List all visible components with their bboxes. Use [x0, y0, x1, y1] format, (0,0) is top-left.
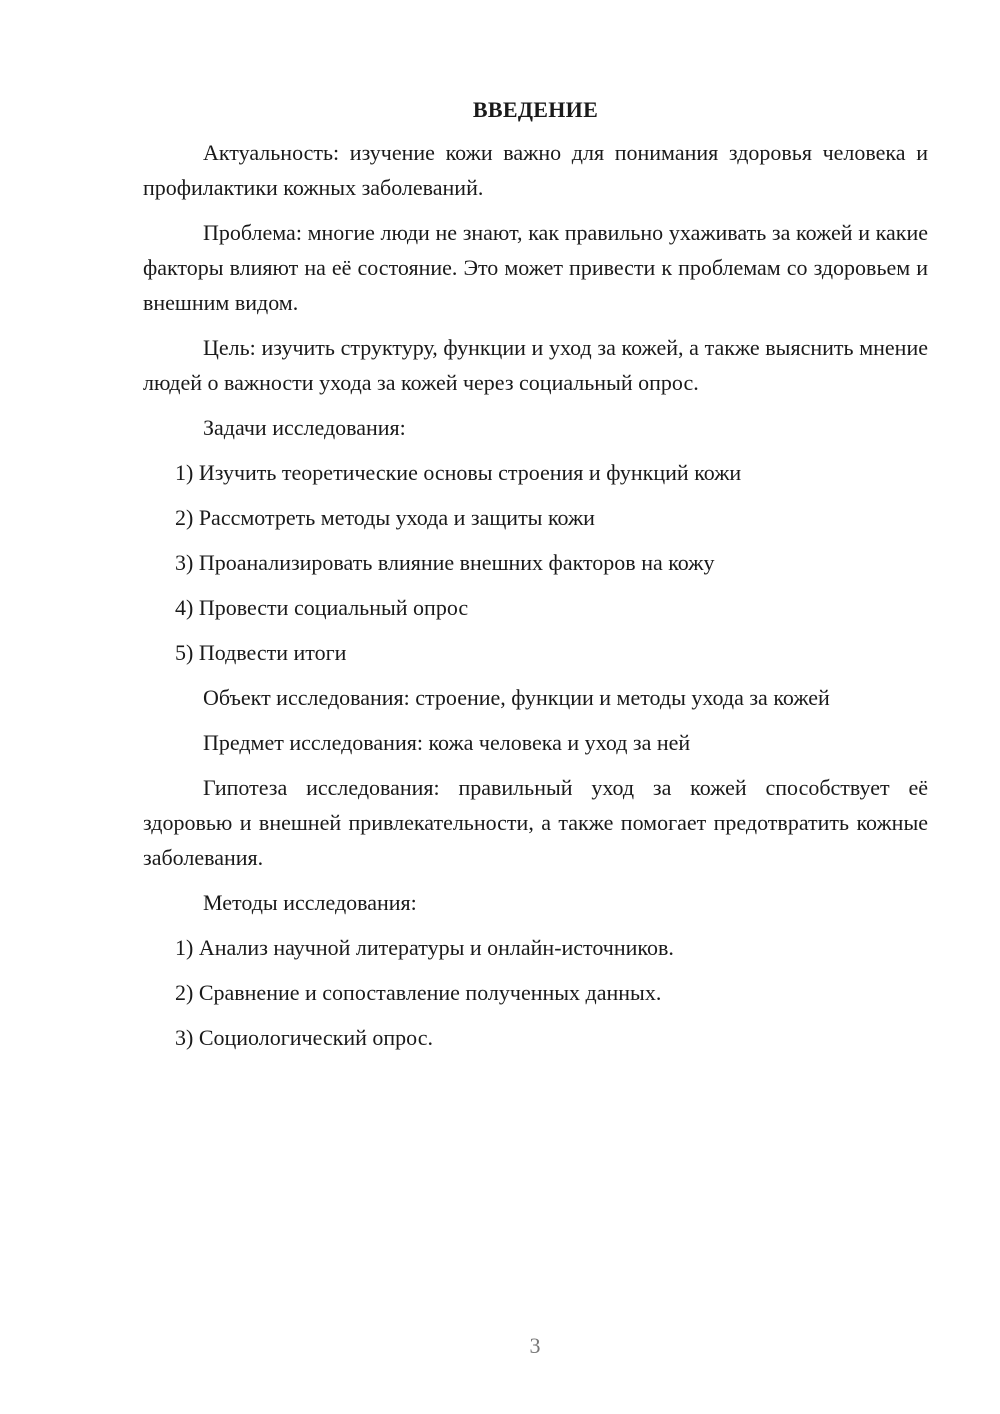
tasks-list — [143, 455, 928, 670]
task-item: 5) Подвести итоги — [175, 640, 347, 665]
subject-paragraph: Предмет исследования: кожа человека и уход за ней — [203, 730, 691, 755]
task-item: 1) Изучить теоретические основы строения и функций кожи — [175, 460, 742, 485]
relevance-paragraph: Актуальность: изучение кожи важно для понимания здоровья человека и профилактики кожных заболеваний. — [143, 140, 928, 200]
task-item: 2) Рассмотреть методы ухода и защиты кожи — [175, 505, 595, 530]
methods-list — [143, 930, 928, 1055]
object-paragraph: Объект исследования: строение, функции и методы ухода за кожей — [203, 685, 830, 710]
tasks-heading: Задачи исследования: — [203, 415, 406, 440]
hypothesis-paragraph: Гипотеза исследования: правильный уход за кожей способствует её здоровью и внешней привлекательности, а также помогает предотвратить кожные заболевания. — [143, 775, 928, 870]
method-item: 1) Анализ научной литературы и онлайн-источников. — [175, 935, 674, 960]
section-title: ВВЕДЕНИЕ — [472, 97, 599, 122]
document-body — [143, 95, 928, 1065]
task-item: 3) Проанализировать влияние внешних факторов на кожу — [175, 550, 715, 575]
page-number: 3 — [529, 1333, 541, 1358]
method-item: 3) Социологический опрос. — [175, 1025, 433, 1050]
method-item: 2) Сравнение и сопоставление полученных данных. — [175, 980, 662, 1005]
goal-paragraph: Цель: изучить структуру, функции и уход за кожей, а также выяснить мнение людей о важности ухода за кожей через социальный опрос. — [143, 335, 928, 395]
task-item: 4) Провести социальный опрос — [175, 595, 469, 620]
problem-paragraph: Проблема: многие люди не знают, как правильно ухаживать за кожей и какие факторы влияют на её состояние. Это может привести к проблемам со здоровьем и внешним видом. — [143, 220, 928, 315]
methods-heading: Методы исследования: — [203, 890, 417, 915]
